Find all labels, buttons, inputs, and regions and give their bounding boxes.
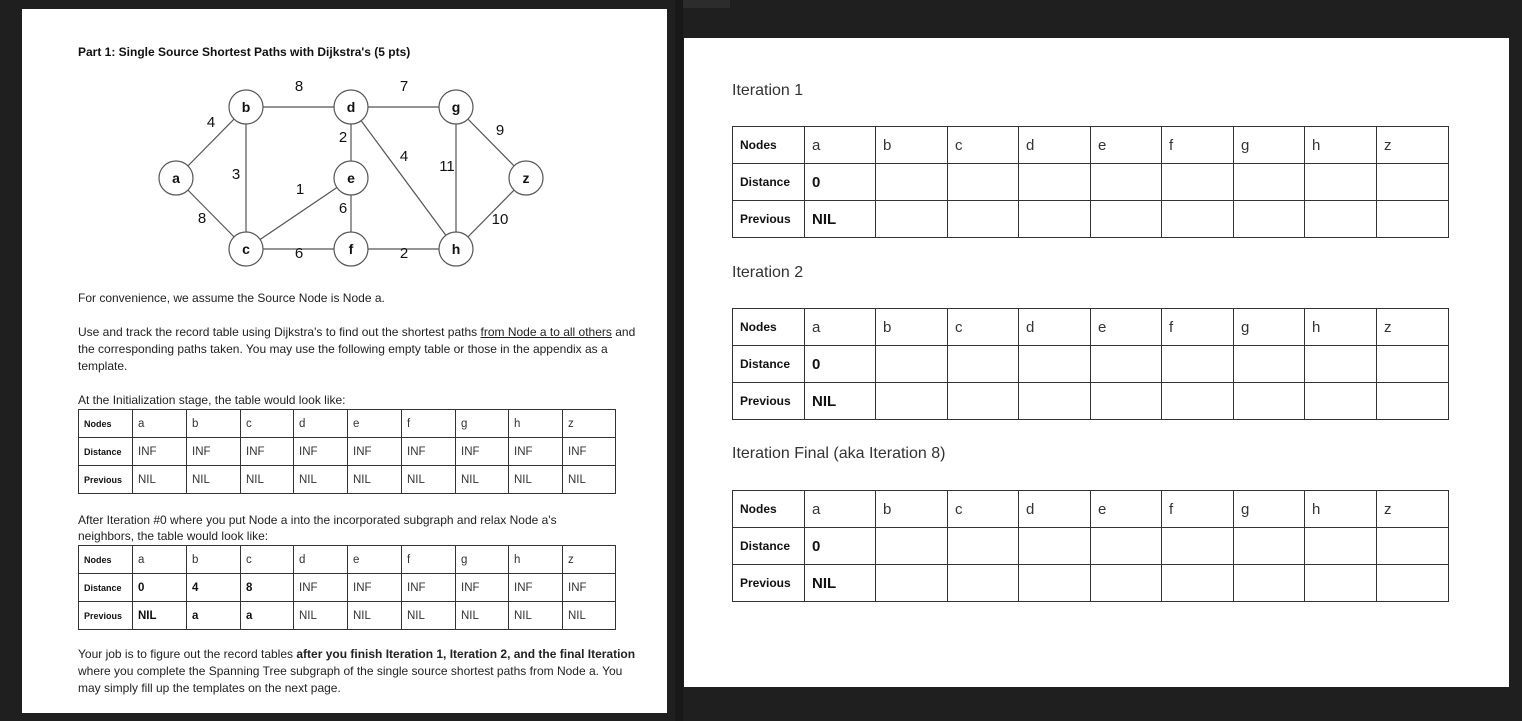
edge-weight-a-b: 4: [206, 114, 216, 131]
distance-cell: 0: [805, 346, 876, 383]
distance-cell: [1091, 528, 1162, 565]
part-title: Part 1: Single Source Shortest Paths with Dijkstra's (5 pts): [78, 45, 411, 59]
header-cell: a: [805, 127, 876, 164]
graph-node-z: [509, 161, 543, 195]
previous-cell: [948, 201, 1019, 238]
node-label: a: [172, 170, 180, 186]
edge-weight-g-h: 11: [439, 158, 455, 175]
previous-cell: NIL: [133, 466, 187, 494]
job-paragraph: [78, 646, 638, 697]
header-cell: d: [294, 410, 348, 438]
header-cell: b: [187, 546, 241, 574]
previous-cell: [1091, 565, 1162, 602]
job-bold-1: after you finish Iteration 1, Iteration 2, and the final: [296, 647, 585, 661]
distance-cell: 0: [805, 528, 876, 565]
edge-weight-f-h: 2: [399, 245, 409, 262]
distance-cell: INF: [241, 438, 294, 466]
table-row-header: [733, 309, 1449, 346]
header-cell: g: [1234, 127, 1305, 164]
header-cell: h: [1305, 309, 1377, 346]
edge-weight-d-e: 2: [338, 129, 348, 146]
edge-weight-a-c: 8: [197, 210, 207, 227]
header-cell: e: [1091, 127, 1162, 164]
previous-cell: [876, 565, 948, 602]
iteration-2-title: Iteration 2: [732, 264, 804, 281]
iter0-table: [78, 545, 616, 630]
header-cell: g: [1234, 309, 1305, 346]
job-text-1: Your job is to figure out the record tables: [78, 647, 297, 661]
previous-cell: NIL: [563, 466, 616, 494]
table-row-header: [733, 491, 1449, 528]
distance-row-label: Distance: [79, 438, 133, 466]
graph-node-e: [334, 161, 368, 195]
distance-cell: [1377, 346, 1449, 383]
distance-cell: [876, 346, 948, 383]
edge-weight-d-h: 4: [399, 148, 409, 165]
previous-cell: NIL: [456, 602, 509, 630]
header-cell: d: [1019, 491, 1091, 528]
edge-weight-b-c: 3: [231, 166, 241, 183]
distance-cell: INF: [456, 438, 509, 466]
table-row-distance: [733, 528, 1449, 565]
previous-cell: a: [241, 602, 294, 630]
previous-cell: [948, 383, 1019, 420]
distance-cell: [876, 164, 948, 201]
header-cell: z: [563, 410, 616, 438]
header-row-label: Nodes: [733, 127, 805, 164]
iteration-1-table: [732, 126, 1449, 238]
previous-cell: [1019, 383, 1091, 420]
init-table: [78, 409, 616, 494]
previous-cell: a: [187, 602, 241, 630]
previous-cell: NIL: [509, 466, 563, 494]
graph-node-a: [159, 161, 193, 195]
previous-cell: [876, 201, 948, 238]
distance-cell: [1234, 528, 1305, 565]
previous-cell: [1019, 565, 1091, 602]
table-row-distance: [79, 574, 616, 602]
previous-cell: NIL: [348, 466, 402, 494]
previous-cell: [876, 383, 948, 420]
header-cell: e: [1091, 309, 1162, 346]
graph-node-f: [334, 232, 368, 266]
distance-cell: [1305, 346, 1377, 383]
graph-node-b: [229, 90, 263, 124]
job-text-2: where you complete the Spanning Tree subgraph of the single source shortest paths from Node a. You may simply fill up the templates on the next page.: [78, 664, 623, 695]
previous-cell: NIL: [294, 466, 348, 494]
header-cell: z: [1377, 491, 1449, 528]
header-cell: c: [948, 127, 1019, 164]
distance-cell: INF: [402, 574, 456, 602]
node-label: g: [451, 99, 461, 115]
iteration-final-table: [732, 490, 1449, 602]
graph-node-c: [229, 232, 263, 266]
distance-cell: [1019, 164, 1091, 201]
distance-cell: [1162, 346, 1234, 383]
distance-cell: [1377, 528, 1449, 565]
header-row-label: Nodes: [79, 410, 133, 438]
iteration-final-title: Iteration Final (aka Iteration 8): [732, 445, 946, 462]
previous-row-label: Previous: [79, 602, 133, 630]
header-cell: h: [1305, 491, 1377, 528]
distance-cell: [1305, 164, 1377, 201]
distance-cell: [1234, 164, 1305, 201]
init-caption: At the Initialization stage, the table would look like:: [78, 393, 346, 407]
node-label: f: [348, 241, 354, 257]
previous-cell: NIL: [294, 602, 348, 630]
distance-row-label: Distance: [733, 346, 805, 383]
previous-cell: NIL: [187, 466, 241, 494]
header-cell: h: [509, 546, 563, 574]
node-label: d: [346, 99, 356, 115]
edge-weight-e-f: 6: [338, 200, 348, 217]
previous-cell: NIL: [348, 602, 402, 630]
header-cell: a: [805, 491, 876, 528]
table-row-header: [733, 127, 1449, 164]
previous-cell: [1234, 201, 1305, 238]
distance-cell: 0: [133, 574, 187, 602]
viewer-top-strip: [678, 0, 730, 8]
instructions-text-2: and the corresponding paths taken. You may use the following empty table or those in the appendix as a template.: [78, 325, 636, 373]
job-bold-2: Iteration: [587, 647, 636, 661]
dijkstra-graph: [22, 9, 667, 279]
distance-cell: INF: [563, 574, 616, 602]
distance-cell: INF: [563, 438, 616, 466]
previous-cell: NIL: [456, 466, 509, 494]
header-cell: e: [1091, 491, 1162, 528]
header-cell: f: [1162, 309, 1234, 346]
edge-weight-g-z: 9: [495, 122, 505, 139]
previous-row-label: Previous: [733, 383, 805, 420]
node-label: b: [241, 99, 251, 115]
node-label: c: [242, 241, 250, 257]
previous-row-label: Previous: [79, 466, 133, 494]
previous-cell: [1234, 383, 1305, 420]
previous-row-label: Previous: [733, 565, 805, 602]
source-note: For convenience, we assume the Source Node is Node a.: [78, 291, 385, 305]
header-cell: c: [241, 410, 294, 438]
previous-cell: [1234, 565, 1305, 602]
header-cell: a: [133, 546, 187, 574]
previous-row-label: Previous: [733, 201, 805, 238]
distance-cell: INF: [509, 574, 563, 602]
distance-cell: 4: [187, 574, 241, 602]
previous-cell: [1091, 201, 1162, 238]
previous-cell: NIL: [563, 602, 616, 630]
edge-weight-c-f: 6: [294, 245, 304, 262]
table-row-distance: [733, 164, 1449, 201]
header-cell: a: [133, 410, 187, 438]
table-row-previous: [733, 383, 1449, 420]
header-cell: c: [948, 491, 1019, 528]
edge-weight-h-z: 10: [491, 211, 509, 228]
previous-cell: NIL: [402, 466, 456, 494]
edge-weight-b-d: 8: [294, 78, 304, 95]
iter0-caption: After Iteration #0 where you put Node a into the incorporated subgraph and relax Node a's neighbors, the table would look like:: [78, 513, 557, 543]
distance-cell: 0: [805, 164, 876, 201]
distance-row-label: Distance: [733, 164, 805, 201]
node-label: h: [451, 241, 461, 257]
previous-cell: NIL: [241, 466, 294, 494]
instructions-paragraph: [78, 324, 638, 375]
previous-cell: [1305, 383, 1377, 420]
edge-weight-c-e: 1: [295, 181, 305, 198]
page-divider: [675, 0, 683, 721]
previous-cell: [1305, 201, 1377, 238]
distance-cell: [1377, 164, 1449, 201]
distance-cell: [1019, 346, 1091, 383]
node-label: e: [347, 170, 355, 186]
header-cell: f: [402, 410, 456, 438]
table-row-previous: [79, 602, 616, 630]
distance-row-label: Distance: [79, 574, 133, 602]
header-cell: g: [456, 410, 509, 438]
header-cell: h: [1305, 127, 1377, 164]
distance-cell: [1091, 164, 1162, 201]
graph-node-h: [439, 232, 473, 266]
previous-cell: [1305, 565, 1377, 602]
distance-cell: INF: [509, 438, 563, 466]
table-row-header: [79, 410, 616, 438]
distance-cell: INF: [402, 438, 456, 466]
header-cell: a: [805, 309, 876, 346]
header-cell: z: [563, 546, 616, 574]
document-page-2: [684, 38, 1509, 687]
table-row-previous: [733, 565, 1449, 602]
graph-node-g: [439, 90, 473, 124]
previous-cell: [948, 565, 1019, 602]
previous-cell: [1162, 201, 1234, 238]
distance-cell: [948, 164, 1019, 201]
graph-node-d: [334, 90, 368, 124]
distance-cell: 8: [241, 574, 294, 602]
header-cell: z: [1377, 309, 1449, 346]
table-row-previous: [733, 201, 1449, 238]
header-row-label: Nodes: [79, 546, 133, 574]
edge-weight-d-g: 7: [399, 78, 409, 95]
header-cell: c: [241, 546, 294, 574]
iteration-2-table: [732, 308, 1449, 420]
table-row-distance: [79, 438, 616, 466]
distance-cell: [1162, 528, 1234, 565]
header-cell: c: [948, 309, 1019, 346]
header-cell: g: [1234, 491, 1305, 528]
previous-cell: NIL: [805, 201, 876, 238]
distance-cell: INF: [294, 574, 348, 602]
previous-cell: NIL: [402, 602, 456, 630]
distance-cell: [1234, 346, 1305, 383]
header-cell: f: [402, 546, 456, 574]
distance-cell: [948, 528, 1019, 565]
table-row-distance: [733, 346, 1449, 383]
distance-cell: INF: [187, 438, 241, 466]
previous-cell: NIL: [805, 565, 876, 602]
previous-cell: NIL: [509, 602, 563, 630]
previous-cell: NIL: [133, 602, 187, 630]
node-label: z: [522, 170, 530, 186]
header-cell: e: [348, 410, 402, 438]
distance-cell: [1019, 528, 1091, 565]
distance-cell: [1162, 164, 1234, 201]
header-cell: f: [1162, 127, 1234, 164]
document-page-1: [22, 9, 667, 713]
distance-cell: [876, 528, 948, 565]
distance-cell: INF: [294, 438, 348, 466]
header-cell: g: [456, 546, 509, 574]
header-row-label: Nodes: [733, 491, 805, 528]
header-cell: b: [187, 410, 241, 438]
distance-cell: [948, 346, 1019, 383]
distance-cell: [1091, 346, 1162, 383]
distance-row-label: Distance: [733, 528, 805, 565]
header-cell: b: [876, 127, 948, 164]
header-cell: b: [876, 309, 948, 346]
previous-cell: [1091, 383, 1162, 420]
previous-cell: [1377, 201, 1449, 238]
distance-cell: INF: [348, 438, 402, 466]
instructions-underlined: from Node a to all others: [480, 325, 612, 339]
distance-cell: [1305, 528, 1377, 565]
header-cell: d: [1019, 309, 1091, 346]
distance-cell: INF: [456, 574, 509, 602]
header-cell: b: [876, 491, 948, 528]
header-cell: z: [1377, 127, 1449, 164]
header-cell: f: [1162, 491, 1234, 528]
previous-cell: [1162, 383, 1234, 420]
previous-cell: [1019, 201, 1091, 238]
header-cell: d: [294, 546, 348, 574]
previous-cell: [1377, 565, 1449, 602]
header-row-label: Nodes: [733, 309, 805, 346]
table-row-header: [79, 546, 616, 574]
header-cell: d: [1019, 127, 1091, 164]
instructions-text-1: Use and track the record table using Dijkstra's to find out the shortest paths: [78, 325, 481, 339]
distance-cell: INF: [348, 574, 402, 602]
header-cell: e: [348, 546, 402, 574]
distance-cell: INF: [133, 438, 187, 466]
header-cell: h: [509, 410, 563, 438]
previous-cell: [1162, 565, 1234, 602]
previous-cell: [1377, 383, 1449, 420]
table-row-previous: [79, 466, 616, 494]
previous-cell: NIL: [805, 383, 876, 420]
iteration-1-title: Iteration 1: [732, 82, 804, 99]
